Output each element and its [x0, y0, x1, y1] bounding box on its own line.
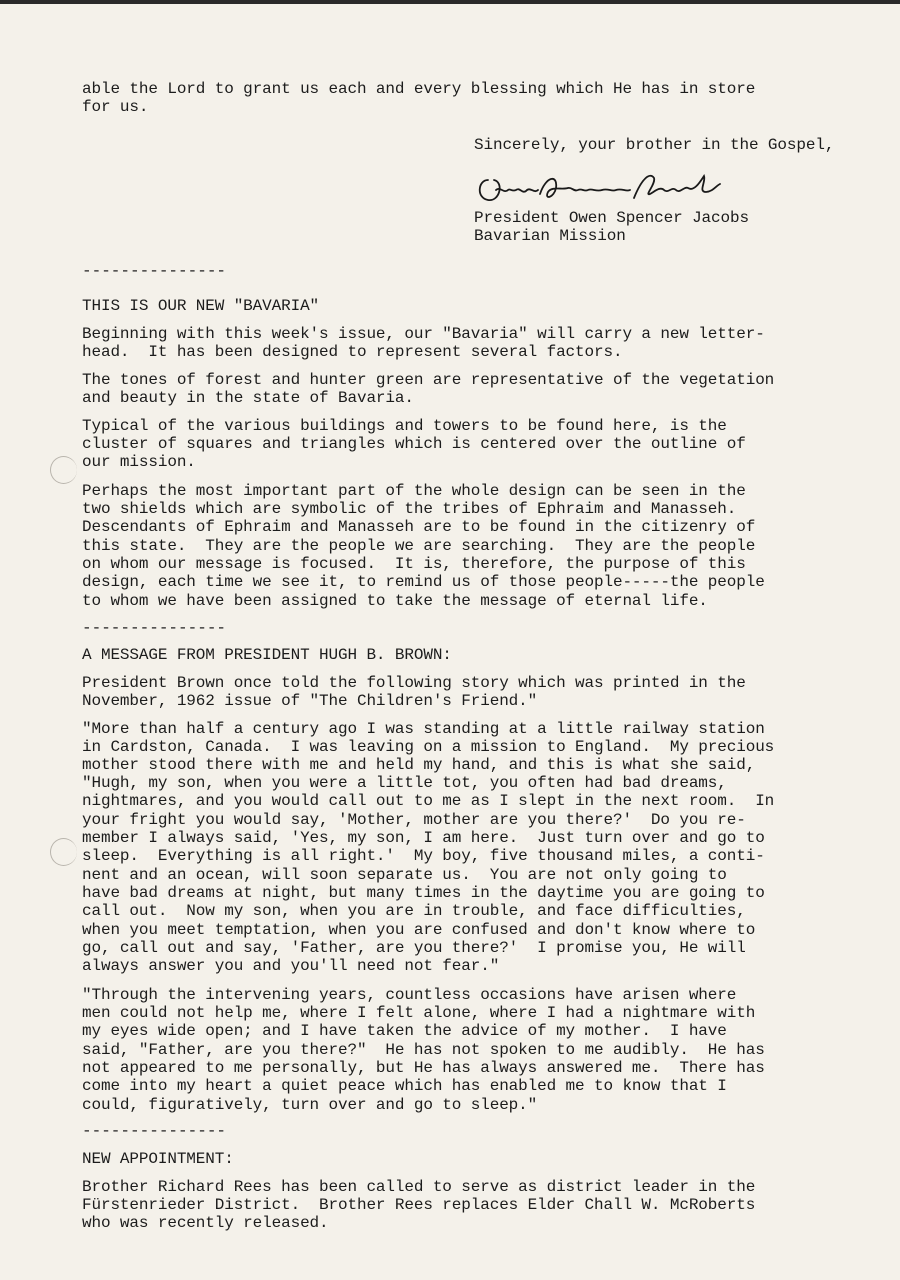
punch-hole-mark — [50, 838, 77, 866]
paragraph-line: head. It has been designed to represent several factors. — [82, 343, 623, 361]
paragraph-line: your fright you would say, 'Mother, mother are you there?' Do you re- — [82, 811, 746, 829]
paragraph-line: nightmares, and you would call out to me as I slept in the next room. In — [82, 792, 775, 810]
closing-line-2: for us. — [82, 98, 149, 116]
paragraph-line: could, figuratively, turn over and go to sleep." — [82, 1096, 538, 1114]
section-divider: --------------- — [82, 619, 227, 637]
signer-title: Bavarian Mission — [474, 227, 626, 245]
paragraph-line: when you meet temptation, when you are confused and don't know where to — [82, 921, 756, 939]
paragraph-line: my eyes wide open; and I have taken the advice of my mother. I have — [82, 1022, 727, 1040]
paragraph-line: Brother Richard Rees has been called to serve as district leader in the — [82, 1178, 756, 1196]
paragraph-line: Fürstenrieder District. Brother Rees replaces Elder Chall W. McRoberts — [82, 1196, 756, 1214]
paragraph-line: on whom our message is focused. It is, therefore, the purpose of this — [82, 555, 746, 573]
paragraph-line: President Brown once told the following story which was printed in the — [82, 674, 746, 692]
paragraph-line: Descendants of Ephraim and Manasseh are to be found in the citizenry of — [82, 518, 756, 536]
paragraph-line: go, call out and say, 'Father, are you there?' I promise you, He will — [82, 939, 746, 957]
paragraph-line: and beauty in the state of Bavaria. — [82, 389, 414, 407]
section-heading-appointment: NEW APPOINTMENT: — [82, 1150, 234, 1168]
paragraph-line: this state. They are the people we are searching. They are the people — [82, 537, 756, 555]
paragraph-line: The tones of forest and hunter green are representative of the vegetation — [82, 371, 775, 389]
paragraph-line: in Cardston, Canada. I was leaving on a mission to England. My precious — [82, 738, 775, 756]
paragraph-line: Perhaps the most important part of the whole design can be seen in the — [82, 482, 746, 500]
paragraph-line: design, each time we see it, to remind us of those people-----the people — [82, 573, 765, 591]
paragraph-line: mother stood there with me and held my hand, and this is what she said, — [82, 756, 756, 774]
section-divider: --------------- — [82, 262, 227, 280]
paragraph-line: to whom we have been assigned to take the message of eternal life. — [82, 592, 708, 610]
section-divider: --------------- — [82, 1122, 227, 1140]
closing-line-1: able the Lord to grant us each and every blessing which He has in store — [82, 80, 756, 98]
paragraph-line: "Hugh, my son, when you were a little tot, you often had bad dreams, — [82, 774, 727, 792]
paragraph-line: call out. Now my son, when you are in trouble, and face difficulties, — [82, 902, 746, 920]
paragraph-line: two shields which are symbolic of the tribes of Ephraim and Manasseh. — [82, 500, 737, 518]
paragraph-line: not appeared to me personally, but He has always answered me. There has — [82, 1059, 765, 1077]
paragraph-line: our mission. — [82, 453, 196, 471]
section-heading-brown: A MESSAGE FROM PRESIDENT HUGH B. BROWN: — [82, 646, 452, 664]
paragraph-line: "More than half a century ago I was standing at a little railway station — [82, 720, 765, 738]
valediction: Sincerely, your brother in the Gospel, — [474, 136, 835, 154]
paragraph-line: Beginning with this week's issue, our "Bavaria" will carry a new letter- — [82, 325, 765, 343]
paragraph-line: Typical of the various buildings and towers to be found here, is the — [82, 417, 727, 435]
paragraph-line: November, 1962 issue of "The Children's Friend." — [82, 692, 538, 710]
paragraph-line: nent and an ocean, will soon separate us. You are not only going to — [82, 866, 727, 884]
page-top-edge — [0, 0, 900, 4]
paragraph-line: said, "Father, are you there?" He has not spoken to me audibly. He has — [82, 1041, 765, 1059]
handwritten-signature — [474, 168, 724, 210]
section-heading-bavaria: THIS IS OUR NEW "BAVARIA" — [82, 297, 320, 315]
signer-name: President Owen Spencer Jacobs — [474, 209, 749, 227]
paragraph-line: have bad dreams at night, but many times in the daytime you are going to — [82, 884, 765, 902]
punch-hole-mark — [50, 456, 77, 484]
paragraph-line: who was recently released. — [82, 1214, 329, 1232]
paragraph-line: member I always said, 'Yes, my son, I am here. Just turn over and go to — [82, 829, 765, 847]
paragraph-line: men could not help me, where I felt alone, where I had a nightmare with — [82, 1004, 756, 1022]
paragraph-line: sleep. Everything is all right.' My boy, five thousand miles, a conti- — [82, 847, 765, 865]
paragraph-line: always answer you and you'll need not fear." — [82, 957, 500, 975]
paragraph-line: cluster of squares and triangles which is centered over the outline of — [82, 435, 746, 453]
paragraph-line: "Through the intervening years, countless occasions have arisen where — [82, 986, 737, 1004]
paragraph-line: come into my heart a quiet peace which has enabled me to know that I — [82, 1077, 727, 1095]
